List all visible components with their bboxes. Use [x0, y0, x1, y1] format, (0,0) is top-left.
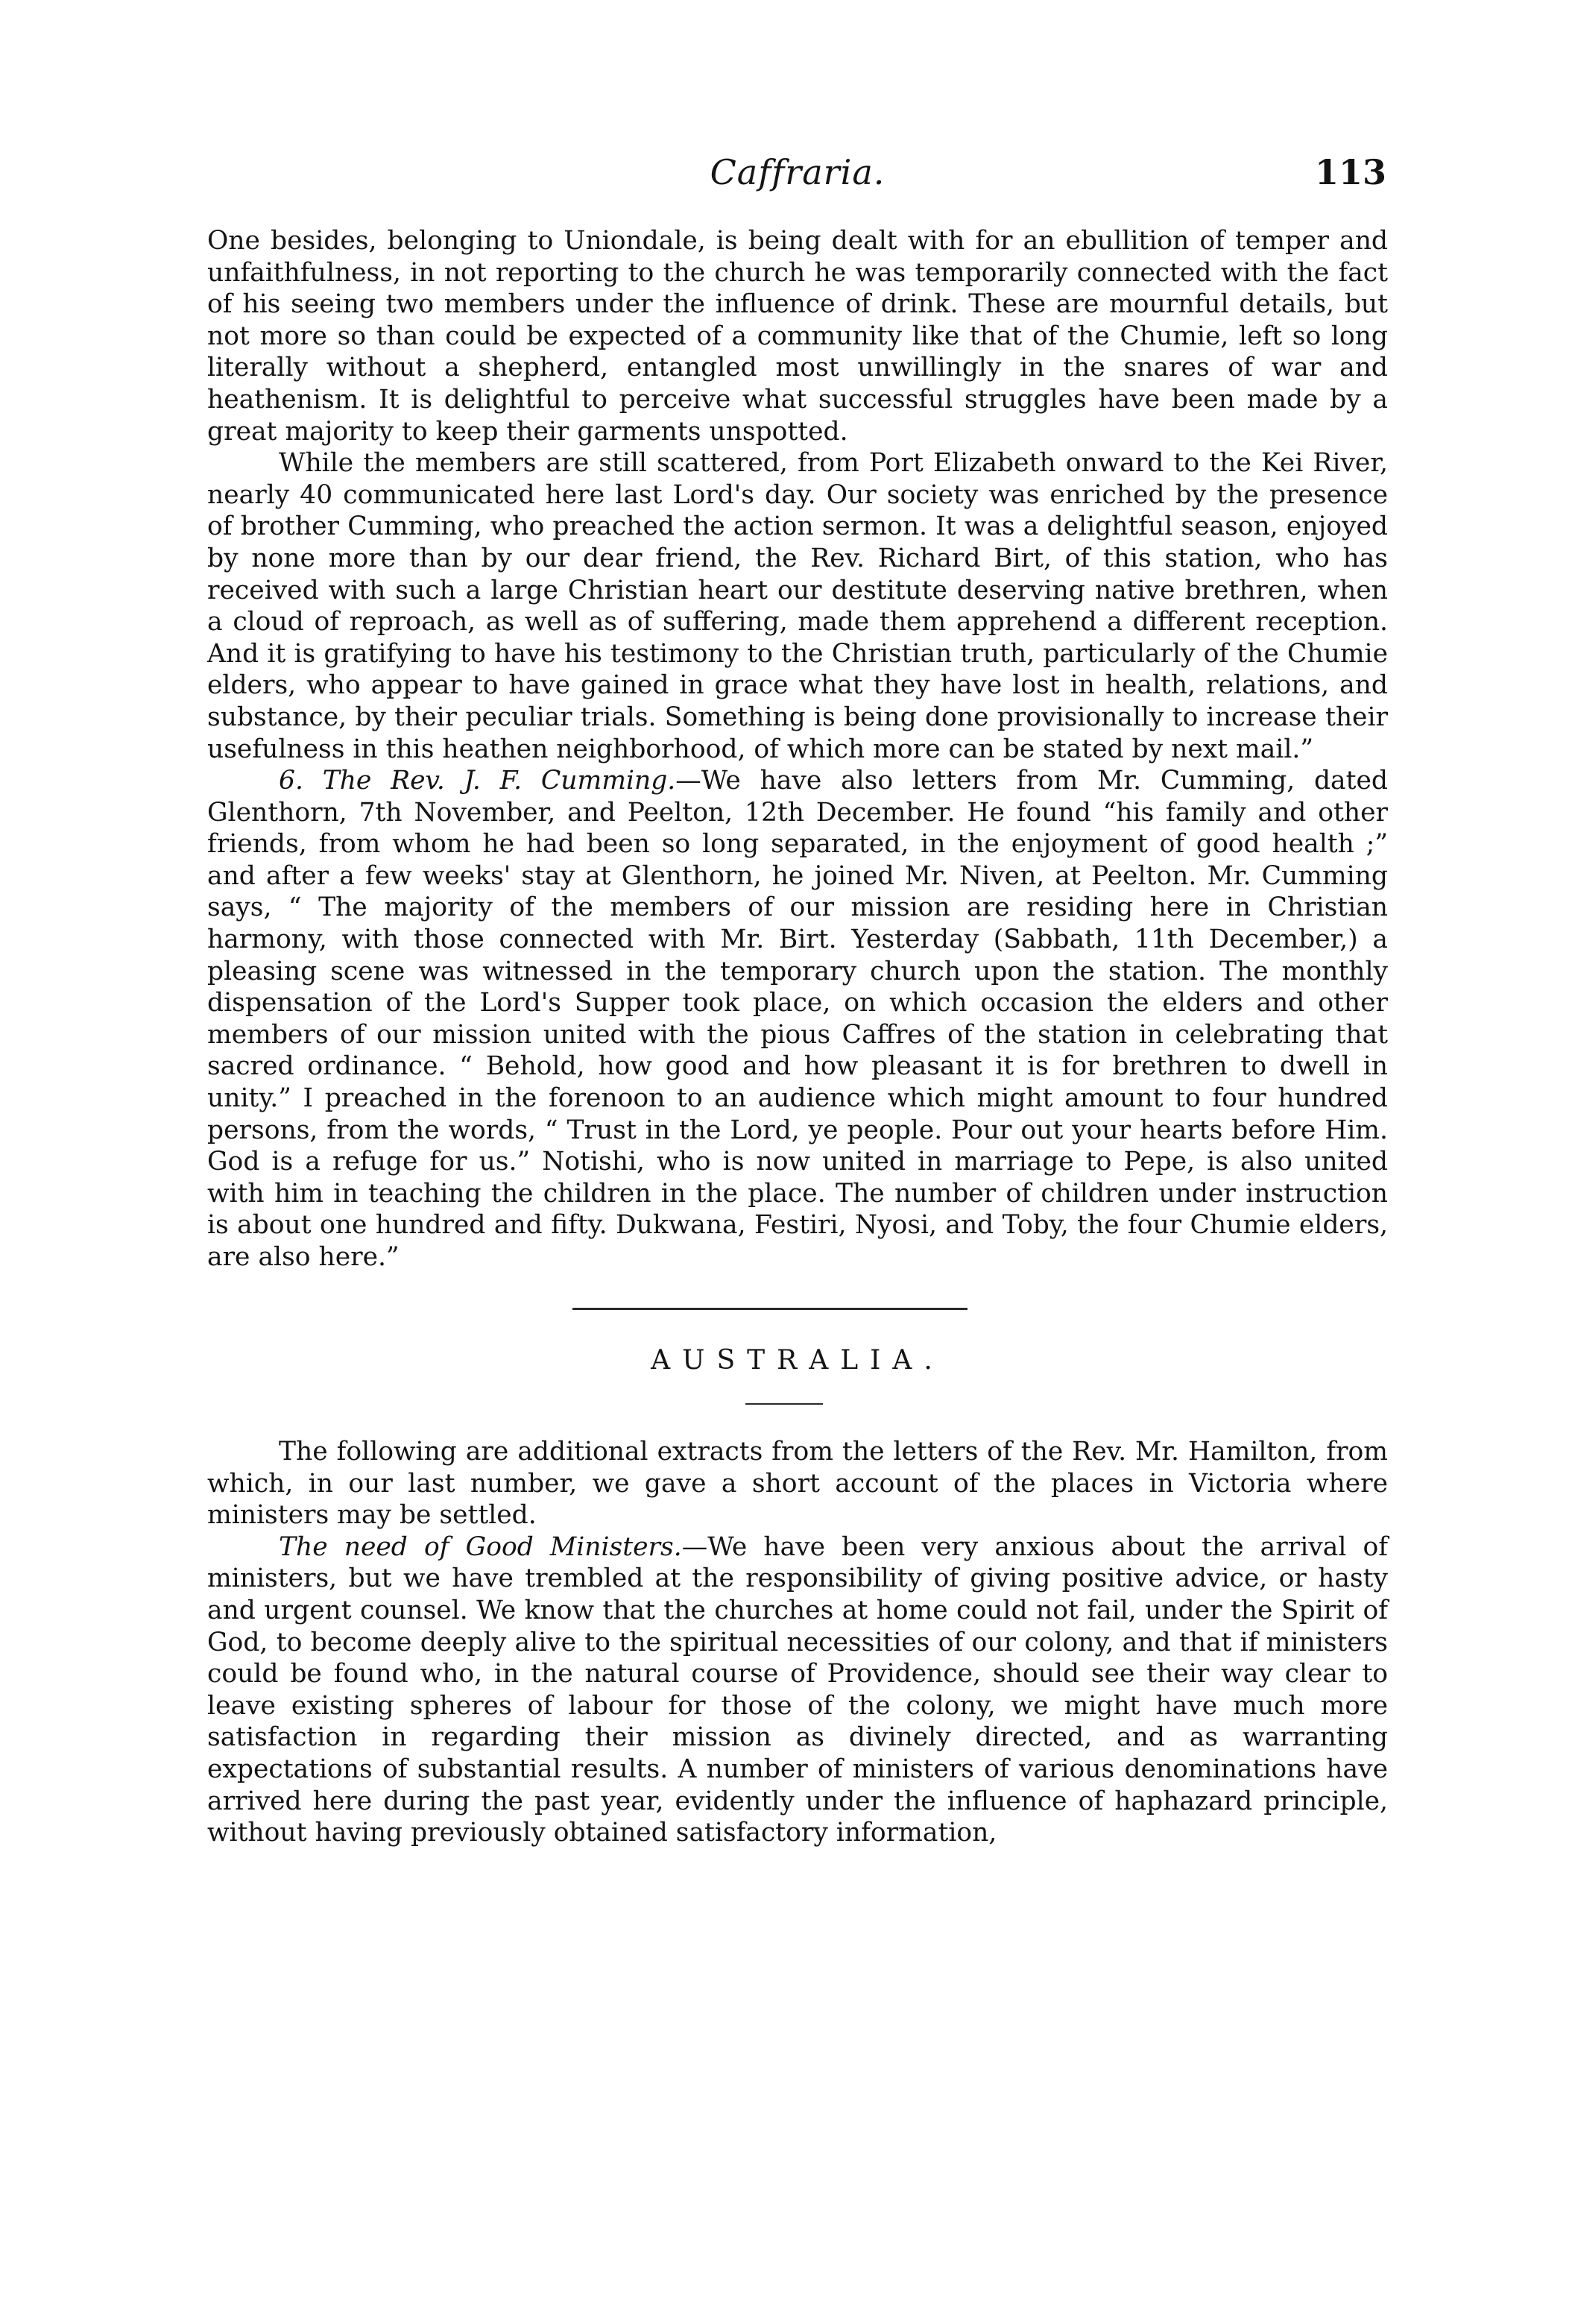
caffraria-section [207, 225, 1388, 1273]
paragraph-unspotted-garments: One besides, belonging to Uniondale, is being dealt with for an ebullition of temper and unfaithfulness, in not reporting to the church he was temporarily connected with the fact of his seeing two members under the influence of drink. These are mournful details, but not more so than could be expected of a community like that of the Chumie, left so long literally without a shepherd, entangled most unwillingly in the snares of war and heathenism. It is delightful to perceive what successful struggles have been made by a great majority to keep their garments unspotted. [207, 226, 1388, 447]
rev-cumming-heading: 6. The Rev. J. F. Cumming. [279, 766, 676, 796]
paragraph-need-of-good-ministers [207, 1531, 1388, 1849]
need-of-good-ministers-text: —We have been very anxious about the arrival of ministers, but we have trembled at the responsibility of giving positive advice, or hasty and urgent counsel. We know that the churches at home could not fail, under the Spirit of God, to become deeply alive to the spiritual necessities of our colony, and that if ministers could be found who, in the natural course of Providence, should see their way clear to leave existing spheres of labour for those of the colony, we might have much more satisfaction in regarding their mission as divinely directed, and as warranting expectations of substantial results. A number of ministers of various denominations have arrived here during the past year, evidently under the influence of haphazard principle, without having previously obtained satisfactory information, [207, 1531, 1388, 1848]
running-header [209, 146, 1386, 198]
page-number: 113 [1314, 152, 1386, 192]
section-heading-australia: AUSTRALIA. [651, 1345, 944, 1376]
rev-cumming-text: —We have also letters from Mr. Cumming, dated Glenthorn, 7th November, and Peelton, 12th December. He found “his family and other friends, from whom he had been so long separated, in the enjoyment of good health ;” and after a few weeks' stay at Glenthorn, he joined Mr. Niven, at Peelton. Mr. Cumming says, “ The majority of the members of our mission are residing here in Christian harmony, with those connected with Mr. Birt. Yesterday (Sabbath, 11th December,) a pleasing scene was witnessed in the temporary church upon the station. The monthly dispensation of the Lord's Supper took place, on which occasion the elders and other members of our mission united with the pious Caffres of the station in celebrating that sacred ordinance. “ Behold, how good and how pleasant it is for brethren to dwell in unity.” I preached in the forenoon to an audience which might amount to four hundred persons, from the words, “ Trust in the Lord, ye people. Pour out your hearts before Him. God is a refuge for us.” Notishi, who is now united in marriage to Pepe, is also united with him in teaching the children in the place. The number of children under instruction is about one hundred and fifty. Dukwana, Festiri, Nyosi, and Toby, the four Chumie elders, are also here.” [207, 766, 1388, 1272]
running-title: Caffraria. [710, 152, 886, 192]
section-divider [572, 1308, 967, 1310]
need-of-good-ministers-heading: The need of Good Ministers. [279, 1531, 682, 1562]
australia-section [207, 1436, 1388, 1849]
heading-underline [745, 1403, 823, 1405]
paragraph-members-scattered: While the members are still scattered, from Port Elizabeth onward to the Kei River, nearly 40 communicated here last Lord's day. Our society was enriched by the presence of brother Cumming, who preached the action sermon. It was a delightful season, enjoyed by none more than by our dear friend, the Rev. Richard Birt, of this station, who has received with such a large Christian heart our destitute deserving native brethren, when a cloud of reproach, as well as of suffering, made them apprehend a different reception. And it is gratifying to have his testimony to the Christian truth, particularly of the Chumie elders, who appear to have gained in grace what they have lost in health, relations, and substance, by their peculiar trials. Something is being done provisionally to increase their usefulness in this heathen neighborhood, of which more can be stated by next mail.” [207, 448, 1388, 764]
paragraph-additional-extracts: The following are additional extracts from the letters of the Rev. Mr. Hamilton, from which, in our last number, we gave a short account of the places in Victoria where ministers may be settled. [207, 1437, 1388, 1531]
paragraph-rev-cumming [207, 765, 1388, 1273]
